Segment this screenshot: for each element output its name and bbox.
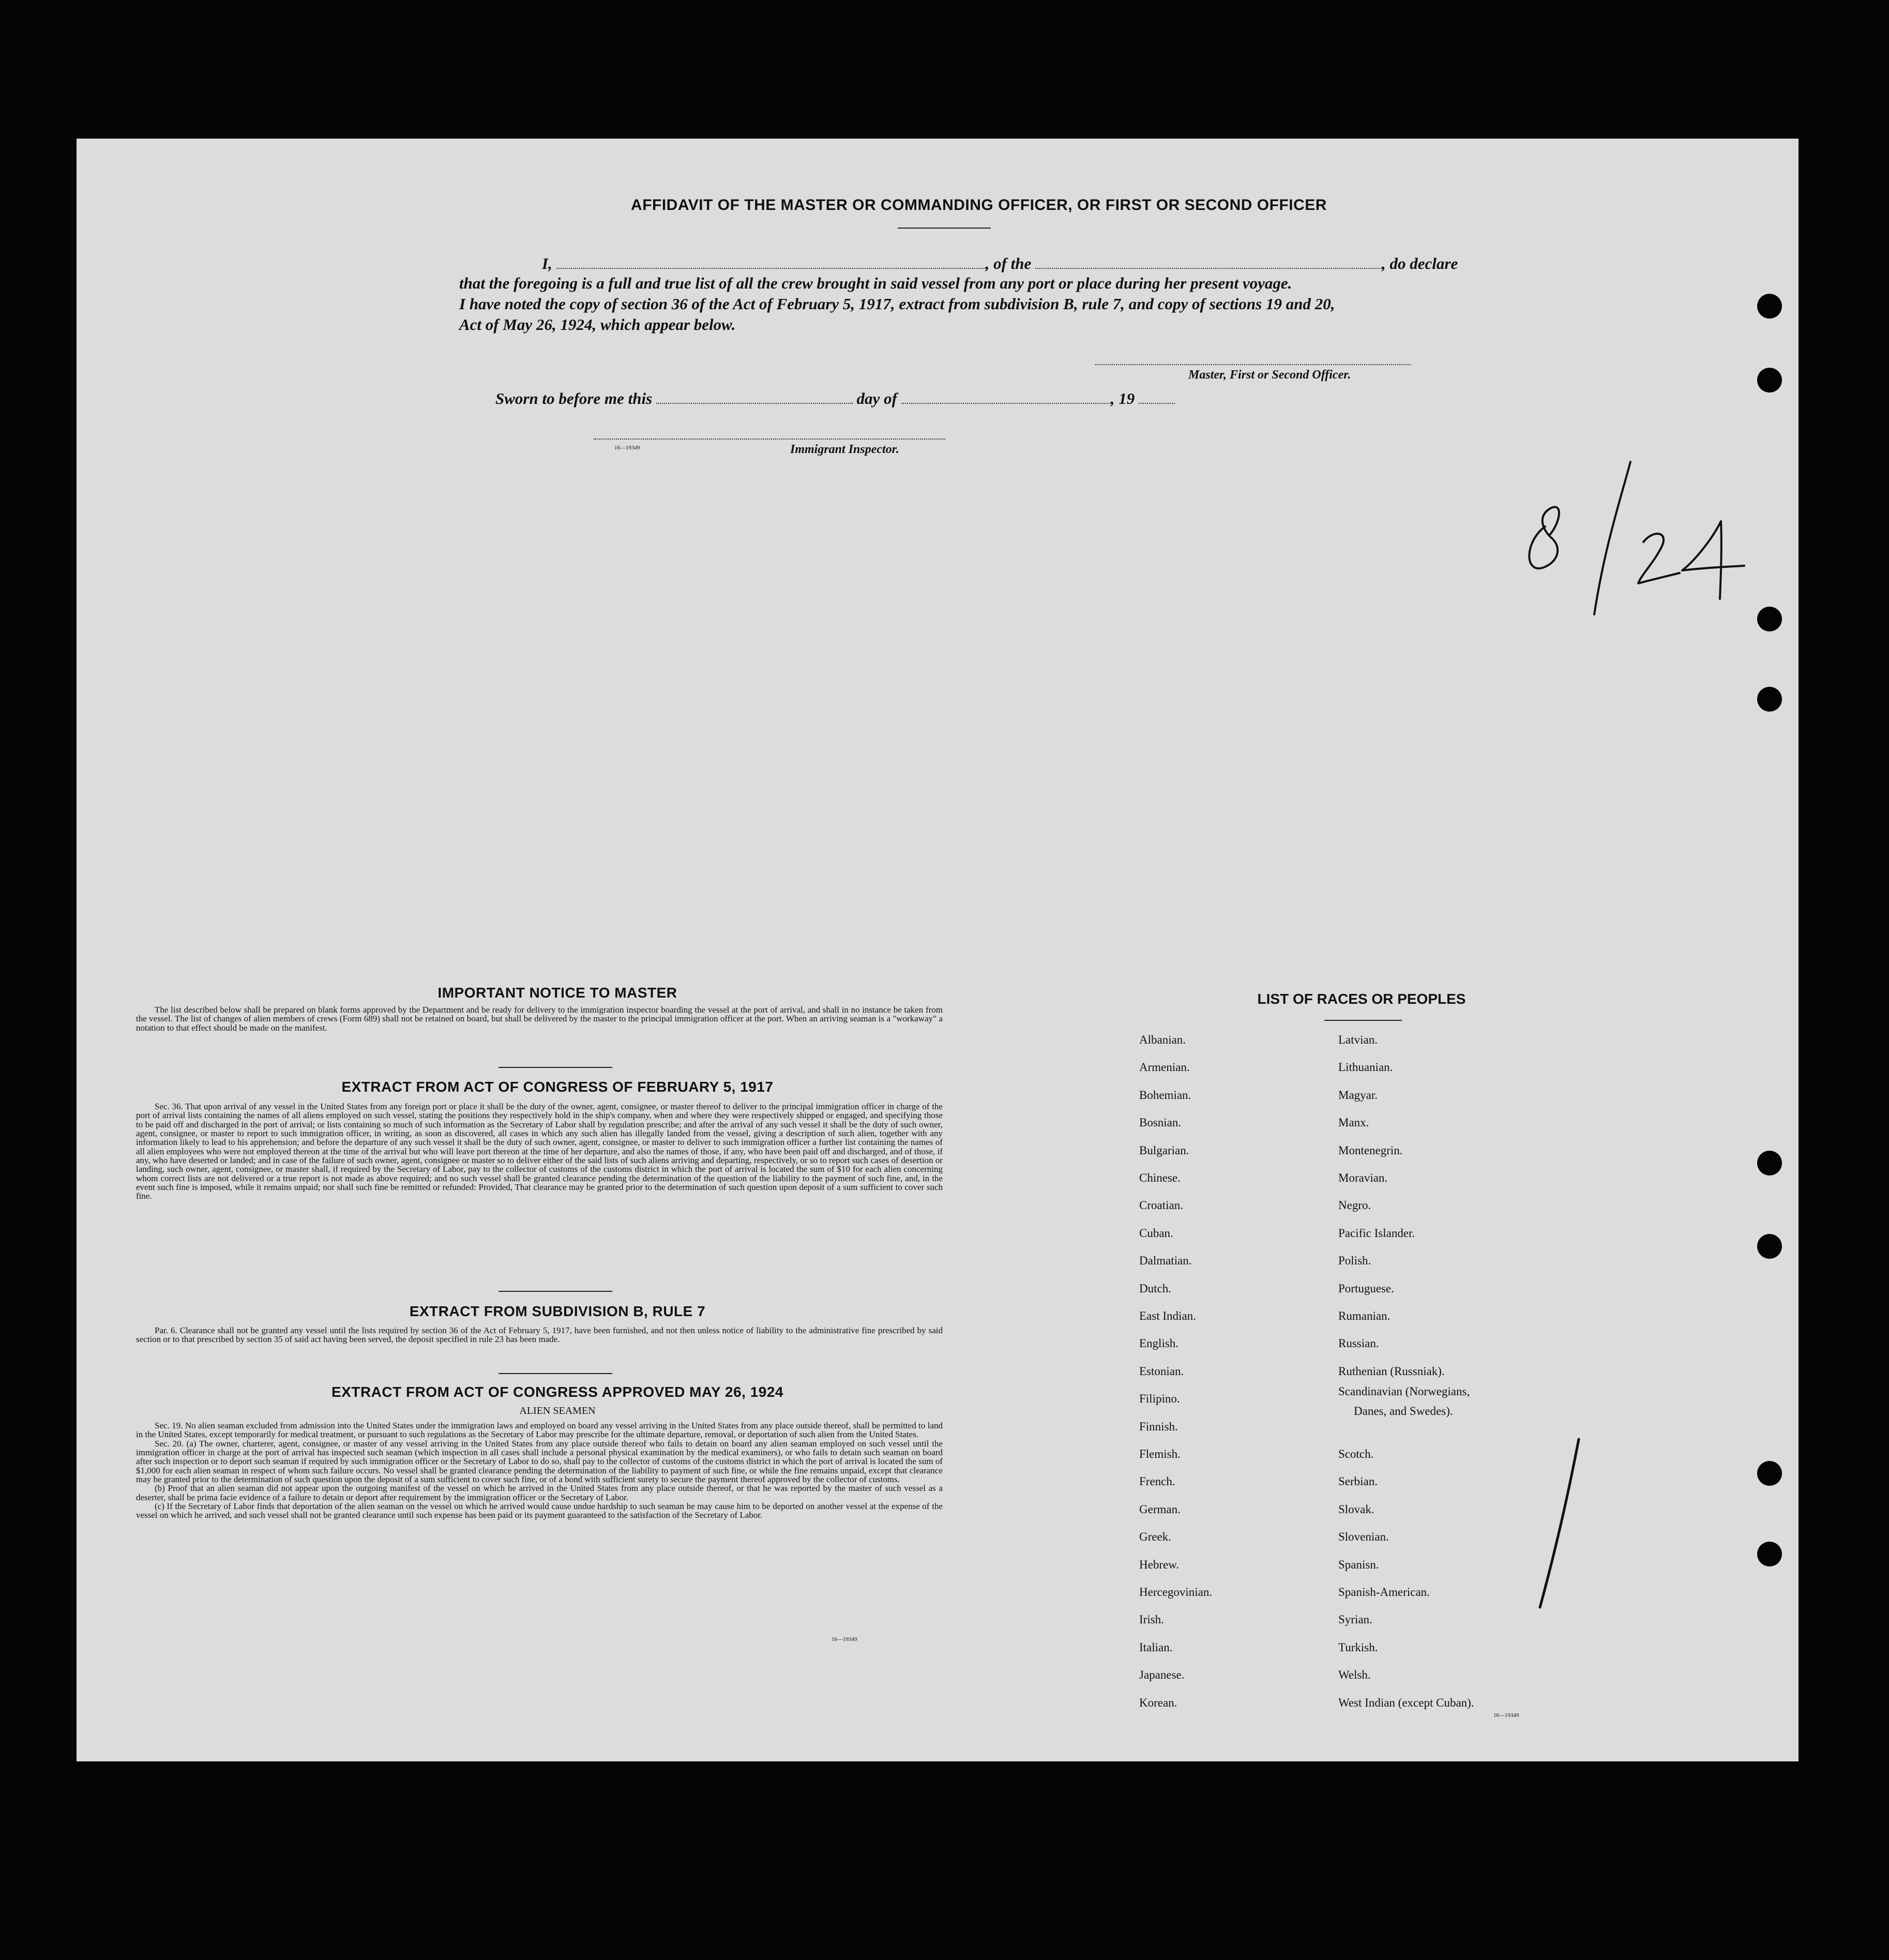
- race-item: Bosnian.: [1139, 1116, 1182, 1129]
- race-item: Hercegovinian.: [1139, 1586, 1213, 1599]
- form-number-races: 16—19349: [1493, 1712, 1519, 1718]
- race-item: Irish.: [1139, 1613, 1164, 1626]
- do-declare-label: , do declare: [1382, 254, 1458, 273]
- sworn-month-blank: [901, 396, 1111, 404]
- race-item: Croatian.: [1139, 1199, 1183, 1212]
- handwritten-page-mark: [1519, 1431, 1623, 1618]
- document-page: [77, 139, 1799, 1761]
- race-item: Armenian.: [1139, 1061, 1190, 1074]
- punch-hole: [1757, 368, 1782, 393]
- extract-1917-title: EXTRACT FROM ACT OF CONGRESS OF FEBRUARY 5, 1917: [341, 1079, 774, 1095]
- race-item: Portuguese.: [1338, 1281, 1394, 1295]
- sworn-label: Sworn to before me this: [495, 389, 653, 408]
- master-signature-line: [1095, 364, 1411, 365]
- race-item: Italian.: [1139, 1640, 1173, 1654]
- affidavit-line-4: Act of May 26, 1924, which appear below.: [459, 315, 736, 334]
- race-item: Welsh.: [1338, 1668, 1371, 1682]
- affidavit-title: AFFIDAVIT OF THE MASTER OR COMMANDING OFFICER, OR FIRST OR SECOND OFFICER: [631, 197, 1327, 214]
- divider-1: [498, 1067, 612, 1068]
- section-19-paragraph: Sec. 19. No alien seaman excluded from admission into the United States under the immigration laws and employed on board any vessel arriving in the United States from any place outside thereof, shall be permitted to land in the United States, except temporarily for medical treatment, or pursuant to such regulations as the Secretary of Labor may prescribe for the ultimate departure, removal, or deportation of such alien from the United States.: [136, 1421, 943, 1440]
- section-36-paragraph: Sec. 36. That upon arrival of any vessel in the United States from any foreign port or place it shall be the duty of the owner, agent, consignee, or master thereof to deliver to the principal immigration officer in charge of the port of arrival lists containing the names of all aliens employed on such vessel, stating the positions they respectively hold in the ship's company, when and where they were respectively shipped or engaged, and specifying those to be paid off and discharged in the port of arrival; or lists containing so much of such information as the Secretary of Labor shall by regulation prescribe; and after the arrival of any such vessel it shall be the duty of such owner, agent, consignee, or master to report to such immigration officer, in writing, as soon as discovered, all cases in which any such alien has illegally landed from the vessel, giving a description of such alien, together with any information likely to lead to his apprehension; and before the departure of any such vessel it shall be the duty of such owner, agent, consignee, or master to deliver to such immigration officer a further list containing the names of all alien employees who were not employed thereon at the time of the arrival but who will leave port thereon at the time of her departure, and also the names of those, if any, who have been paid off and discharged, and of those, if any, who have deserted or landed; and in case of the failure of such owner, agent, consignee or master so to deliver either of the said lists of such aliens arriving and departing, respectively, or so to report such cases of desertion or landing, such owner, agent, consignee, or master shall, if required by the Secretary of Labor, pay to the collector of customs of the customs district in which the port of arrival is located the sum of $10 for each alien concerning whom correct lists are not delivered or a true report is not made as above required; and no such vessel shall be granted clearance pending the determination of the question of the liability to the payment of such fine, and, in the event such fine is imposed, while it remains unpaid; nor shall such fine be remitted or refunded: Provided, That clearance may be granted prior to the determination of such question upon deposit of a sum sufficient to cover such fine.: [136, 1102, 943, 1201]
- master-signature-label: Master, First or Second Officer.: [1188, 368, 1351, 382]
- race-item: Flemish.: [1139, 1448, 1181, 1460]
- race-item: Turkish.: [1338, 1640, 1378, 1654]
- sworn-year-blank: [1139, 396, 1175, 404]
- section-20a-paragraph: Sec. 20. (a) The owner, charterer, agent, consignee, or master of any vessel arriving in the United States from any place outside thereof who fails to detain on board any alien seaman employed on such vessel until the immigration officer in charge at the port of arrival has inspected such seaman (which inspection in all cases shall include a personal physical examination by the medical examiners), or who fails to detain such seaman on board after such inspection or to deport such seaman if required by such immigration officer or the Secretary of Labor to do so, shall pay to the collector of customs of the customs district in which the port of arrival is located the sum of $1,000 for each alien seaman in respect of whom such failure occurs. No vessel shall be granted clearance pending the determination of the liability to payment of such fine, or while the fine remains unpaid, except that clearance may be granted prior to the determination of such question upon the deposit of a sum sufficient to cover such fine, or of a bond with sufficient surety to secure the payment thereof approved by the collector of customs.: [136, 1438, 943, 1484]
- punch-hole: [1757, 607, 1782, 631]
- race-item: Dutch.: [1139, 1281, 1171, 1295]
- race-item: Spanish-American.: [1338, 1586, 1430, 1599]
- handwritten-date-note: [1514, 444, 1845, 640]
- race-item: Danes, and Swedes).: [1354, 1404, 1453, 1418]
- alien-seamen-subtitle: ALIEN SEAMEN: [519, 1405, 596, 1416]
- master-name-blank: [556, 261, 986, 269]
- extract-1924-title: EXTRACT FROM ACT OF CONGRESS APPROVED MAY 26, 1924: [331, 1384, 783, 1400]
- race-item: Manx.: [1338, 1116, 1369, 1129]
- section-20c-paragraph: (c) If the Secretary of Labor finds that deportation of the alien seaman on the vessel on which he arrived would cause undue hardship to such seaman he may cause him to be deported on another vessel at the expense of the vessel on which he arrived, and such vessel shall not be granted clearance until such expense has been paid or its payment guaranteed to the satisfaction of the Secretary of Labor.: [136, 1501, 943, 1520]
- race-item: Slovak.: [1338, 1502, 1374, 1516]
- race-item: Scandinavian (Norwegians,: [1338, 1385, 1470, 1398]
- punch-hole: [1757, 1234, 1782, 1259]
- race-item: Bulgarian.: [1139, 1143, 1189, 1157]
- extract-1917-text: [136, 1102, 943, 1201]
- race-item: Estonian.: [1139, 1364, 1184, 1378]
- sworn-line: [495, 389, 1323, 408]
- inspector-signature-line: [594, 439, 945, 440]
- race-item: Pacific Islander.: [1338, 1226, 1415, 1240]
- race-item: German.: [1139, 1502, 1181, 1516]
- race-item: Bohemian.: [1139, 1088, 1191, 1102]
- race-item: Albanian.: [1139, 1033, 1186, 1046]
- par-6-paragraph: Par. 6. Clearance shall not be granted any vessel until the lists required by section 36 of the Act of February 5, 1917, have been furnished, and not then unless notice of liability to the administrative fine prescribed by said section or to that prescribed by section 35 of said act having been served, the deposit specified in rule 23 has been made.: [136, 1325, 943, 1345]
- race-item: Lithuanian.: [1338, 1061, 1393, 1074]
- race-item: Dalmatian.: [1139, 1254, 1192, 1268]
- divider-2: [498, 1291, 612, 1292]
- race-item: Magyar.: [1338, 1088, 1378, 1102]
- notice-text: [136, 1005, 943, 1032]
- races-divider: [1324, 1020, 1402, 1021]
- rule7-title: EXTRACT FROM SUBDIVISION B, RULE 7: [409, 1303, 706, 1319]
- race-item: Syrian.: [1338, 1613, 1372, 1626]
- affidavit-line-1: [459, 254, 1458, 273]
- punch-hole: [1757, 1542, 1782, 1566]
- race-item: Serbian.: [1338, 1475, 1378, 1488]
- races-title: LIST OF RACES OR PEOPLES: [1257, 991, 1466, 1007]
- race-item: West Indian (except Cuban).: [1338, 1696, 1474, 1709]
- form-number-extract: 16—19349: [832, 1636, 857, 1642]
- day-of-label: day of: [856, 389, 897, 408]
- race-item: Polish.: [1338, 1254, 1371, 1268]
- sworn-day-blank: [656, 396, 853, 404]
- race-item: Rumanian.: [1338, 1309, 1391, 1322]
- race-item: Latvian.: [1338, 1033, 1378, 1046]
- punch-hole: [1757, 294, 1782, 319]
- i-label: I,: [542, 254, 552, 273]
- notice-title: IMPORTANT NOTICE TO MASTER: [437, 985, 677, 1001]
- race-item: French.: [1139, 1475, 1175, 1488]
- race-item: Moravian.: [1338, 1171, 1388, 1184]
- race-item: Ruthenian (Russniak).: [1338, 1364, 1445, 1378]
- race-item: Hebrew.: [1139, 1558, 1180, 1571]
- rule7-text: [136, 1326, 943, 1344]
- race-item: Montenegrin.: [1338, 1143, 1403, 1157]
- punch-hole: [1757, 687, 1782, 712]
- race-item: Japanese.: [1139, 1668, 1185, 1682]
- notice-paragraph: The list described below shall be prepared on blank forms approved by the Department and be ready for delivery to the immigration inspector boarding the vessel at the port of arrival, and shall in no instance be taken from the vessel. The list of changes of alien members of crews (Form 689) shall not be retained on board, but shall be delivered by the master to the principal immigration officer at the port. When an arriving seaman is a "workaway" a notation to that effect should be made on the manifest.: [136, 1005, 943, 1033]
- race-item: Chinese.: [1139, 1171, 1181, 1184]
- punch-hole: [1757, 1461, 1782, 1486]
- race-item: Greek.: [1139, 1530, 1171, 1544]
- year-label: , 19: [1110, 389, 1135, 408]
- punch-hole: [1757, 1151, 1782, 1175]
- race-item: Negro.: [1338, 1199, 1371, 1212]
- race-item: Russian.: [1338, 1337, 1379, 1350]
- race-item: English.: [1139, 1337, 1179, 1350]
- vessel-name-blank: [1035, 261, 1382, 269]
- race-item: Filipino.: [1139, 1392, 1180, 1406]
- race-item: Korean.: [1139, 1696, 1177, 1709]
- race-item: Finnish.: [1139, 1420, 1178, 1433]
- race-item: Spanisn.: [1338, 1558, 1379, 1571]
- race-item: Scotch.: [1338, 1448, 1374, 1460]
- extract-1924-text: [136, 1421, 943, 1520]
- race-item: Slovenian.: [1338, 1530, 1389, 1544]
- form-number-top: 16—19349: [614, 445, 640, 451]
- section-20b-paragraph: (b) Proof that an alien seaman did not appear upon the outgoing manifest of the vessel on which he arrived in the United States from any place outside thereof, or that he was reported by the master of such vessel as a deserter, shall be prima facie evidence of a failure to detain or deport after requirement by the immigration officer or the Secretary of Labor.: [136, 1483, 943, 1502]
- of-the-label: , of the: [985, 254, 1032, 273]
- race-item: Cuban.: [1139, 1226, 1173, 1240]
- affidavit-line-3: I have noted the copy of section 36 of the Act of February 5, 1917, extract from subdivision B, rule 7, and copy of sections 19 and 20,: [459, 295, 1335, 313]
- race-item: East Indian.: [1139, 1309, 1196, 1322]
- divider-3: [498, 1373, 612, 1374]
- title-divider: [898, 228, 991, 229]
- affidavit-line-2: that the foregoing is a full and true list of all the crew brought in said vessel from any port or place during her present voyage.: [459, 274, 1292, 292]
- inspector-label: Immigrant Inspector.: [790, 443, 899, 456]
